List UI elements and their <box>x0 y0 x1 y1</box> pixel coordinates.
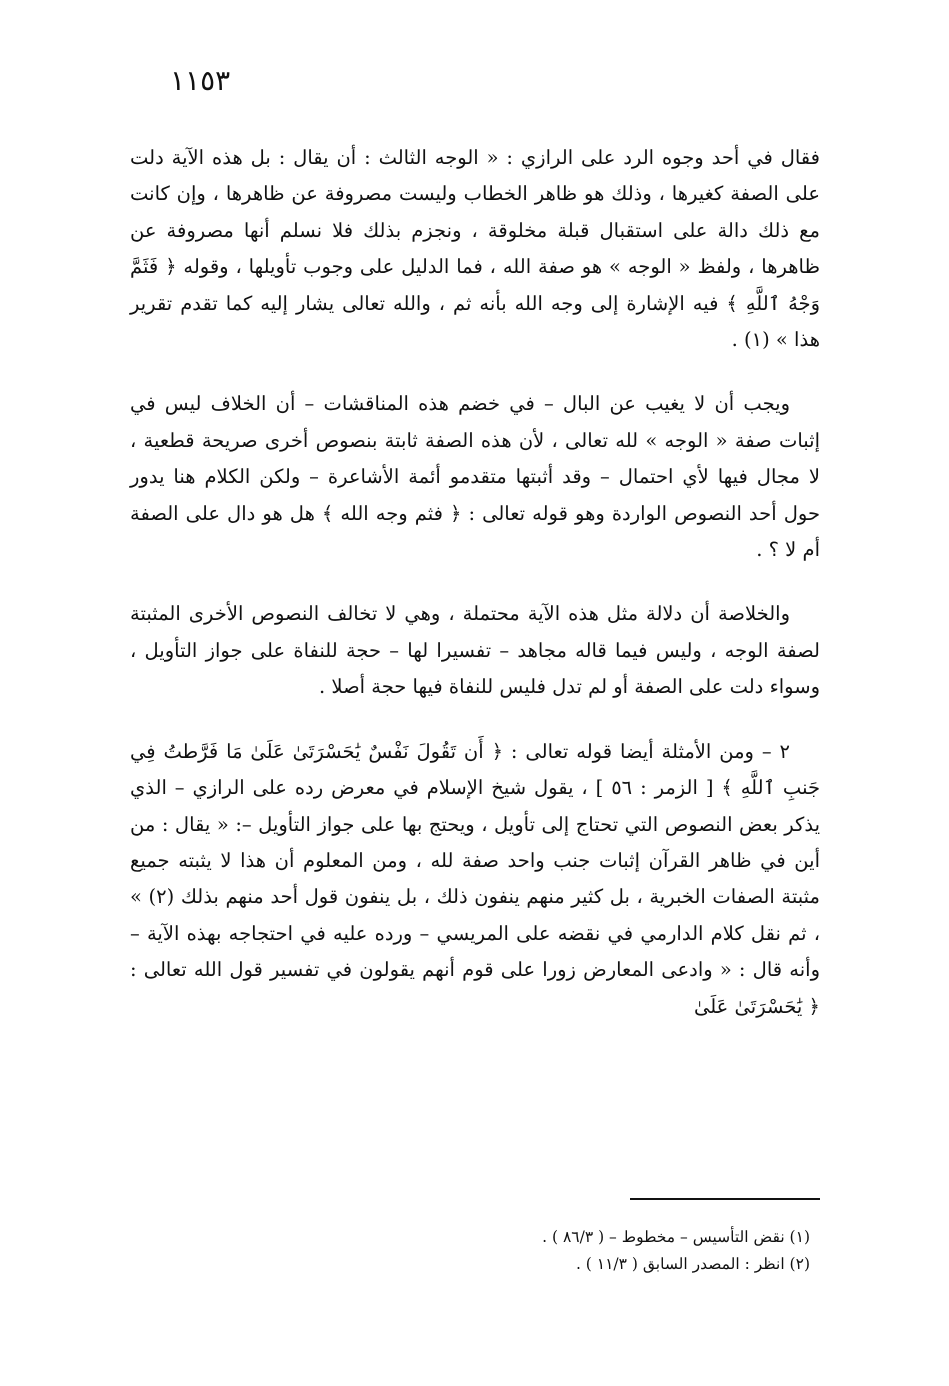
paragraph-4: ٢ – ومن الأمثلة أيضا قوله تعالى : ﴿ أَن تَقُولَ نَفْسٌ يَٰحَسْرَتَىٰ عَلَىٰ مَا فَرَّطتُ فِي جَنبِ ٱللَّهِ ﴾ [ الزمر : ٥٦ ] ، يقول شيخ الإسلام في معرض رده على الرازي – الذي يذكر بعض النصوص التي تحتاج إلى تأويل ، ويحتج بها على جواز التأويل –: « يقال : من أين في ظاهر القرآن إثبات جنب واحد صفة لله ، ومن المعلوم أن هذا لا يثبته جميع مثبتة الصفات الخبرية ، بل كثير منهم ينفون ذلك ، بل ينفون قول أحد منهم بذلك (٢) » ، ثم نقل كلام الدارمي في نقضه على المريسي – ورده عليه في احتجاجه بهذه الآية – وأنه قال : « وادعى المعارض زورا على قوم أنهم يقولون في تفسير قول الله تعالى : ﴿ يَٰحَسْرَتَىٰ عَلَىٰ <box>130 739 821 1018</box>
footnote-separator <box>630 1198 820 1200</box>
paragraph-2: ويجب أن لا يغيب عن البال – في خضم هذه المناقشات – أن الخلاف ليس في إثبات صفة « الوجه » لله تعالى ، لأن هذه الصفة ثابتة بنصوص أخرى صريحة قطعية ، لا مجال فيها لأي احتمال – وقد أثبتها متقدمو أئمة الأشاعرة – ولكن الكلام هنا يدور حول أحد النصوص الواردة وهو قوله تعالى : ﴿ فثم وجه الله ﴾ هل هو دال على الصفة أم لا ؟ . <box>130 392 820 562</box>
main-text <box>130 140 820 1053</box>
paragraph-3: والخلاصة أن دلالة مثل هذه الآية محتملة ، وهي لا تخالف النصوص الأخرى المثبتة لصفة الوجه ، وليس فيما قاله مجاهد – تفسيرا لها – حجة للنفاة على جواز التأويل ، وسواء دلت على الصفة أو لم تدل فليس للنفاة فيها حجة أصلا . <box>130 602 820 699</box>
paragraph-1: فقال في أحد وجوه الرد على الرازي : « الوجه الثالث : أن يقال : بل هذه الآية دلت على الصفة كغيرها ، وذلك هو ظاهر الخطاب وليست مصروفة عن ظاهرها ، وإن كانت مع ذلك دالة على استقبال قبلة مخلوقة ، ونجزم بذلك فلا نسلم أنها مصروفة عن ظاهرها ، ولفظ « الوجه » هو صفة الله ، فما الدليل على وجوب تأويلها ، وقوله ﴿ فَثَمَّ وَجْهُ ٱللَّهِ ﴾ فيه الإشارة إلى وجه الله بأنه ثم ، والله تعالى يشار إليه كما تقدم تقرير هذا » (١) . <box>130 146 820 352</box>
page-number: ١١٥٣ <box>170 64 231 97</box>
footnote-1: (١) نقض التأسيس – مخطوط – ( ٨٦/٣ ) . <box>542 1228 810 1246</box>
footnote-2: (٢) انظر : المصدر السابق ( ١١/٣ ) . <box>575 1255 810 1273</box>
footnotes <box>400 1224 810 1278</box>
